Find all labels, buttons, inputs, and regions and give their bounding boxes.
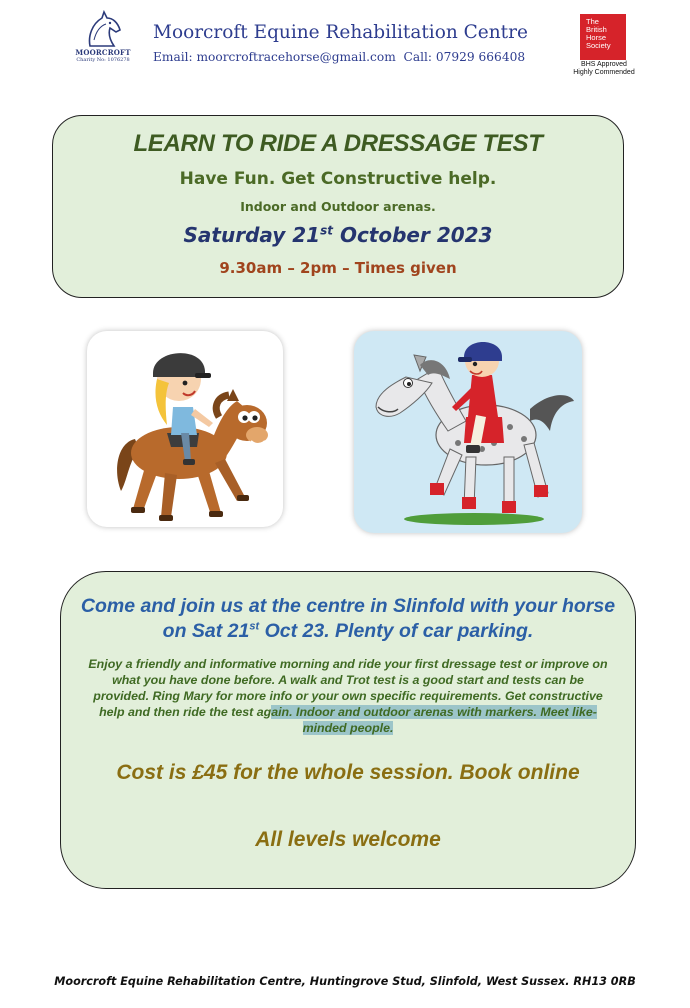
boy-on-horse-illustration bbox=[354, 331, 582, 533]
footer-address: Moorcroft Equine Rehabilitation Centre, Huntingrove Stud, Slinfold, West Sussex. RH13 0RB bbox=[54, 975, 636, 988]
girl-on-pony-illustration bbox=[87, 331, 283, 527]
details-heading-suffix: st bbox=[249, 620, 260, 633]
details-heading bbox=[79, 594, 617, 644]
details-body-text: Enjoy a friendly and informative morning and ride your first dressage test or improve on what you have done before. A walk and Trot test is a good start and tests can be provided. Ring Mary for more info or your own specific requirements. Get constructive help and then ride the test ag bbox=[88, 657, 608, 719]
details-body-highlight: ain. Indoor and outdoor arenas with markers. Meet like-minded people. bbox=[271, 705, 597, 735]
logo-name-text: MOORCROFT bbox=[75, 48, 131, 57]
event-subtitle: Have Fun. Get Constructive help. bbox=[179, 169, 497, 189]
cost-text: Cost is £45 for the whole session. Book online bbox=[116, 761, 580, 784]
details-heading-part2: Oct 23. Plenty of car parking. bbox=[259, 620, 534, 642]
bhs-logo bbox=[580, 14, 626, 60]
event-arenas: Indoor and Outdoor arenas. bbox=[240, 199, 436, 214]
event-summary-box bbox=[52, 115, 624, 298]
boy-on-horse-icon bbox=[354, 331, 582, 533]
logo-charity-number: Charity No: 1076278 bbox=[76, 57, 130, 63]
bhs-commended-text: Highly Commended bbox=[573, 69, 635, 76]
bhs-logo-line: British bbox=[586, 25, 607, 34]
event-date bbox=[53, 223, 623, 247]
bhs-logo-line: Horse bbox=[586, 33, 607, 42]
organisation-title: Moorcroft Equine Rehabilitation Centre bbox=[153, 22, 528, 43]
horse-head-logo-icon bbox=[80, 10, 126, 50]
details-heading-part1: Come and join us at the centre in Slinfold with your horse on Sat 21 bbox=[80, 595, 616, 642]
details-body bbox=[85, 656, 611, 736]
event-date-rest: October 2023 bbox=[332, 223, 493, 247]
event-date-suffix: st bbox=[320, 223, 333, 238]
levels-text: All levels welcome bbox=[255, 828, 441, 851]
moorcroft-logo bbox=[72, 10, 134, 66]
event-title: LEARN TO RIDE A DRESSAGE TEST bbox=[133, 130, 543, 157]
contact-line bbox=[153, 50, 525, 64]
girl-on-pony-icon bbox=[87, 331, 283, 527]
email-link[interactable]: moorcroftracehorse@gmail.com bbox=[196, 50, 396, 64]
email-label: Email: bbox=[153, 50, 197, 64]
call-label: Call: bbox=[403, 50, 436, 64]
event-details-box bbox=[60, 571, 636, 889]
phone-number[interactable]: 07929 666408 bbox=[435, 50, 526, 64]
bhs-caption bbox=[564, 61, 644, 77]
bhs-logo-line: Society bbox=[586, 41, 611, 50]
bhs-approved-text: BHS Approved bbox=[581, 61, 627, 68]
event-times: 9.30am – 2pm – Times given bbox=[219, 259, 457, 277]
bhs-logo-line: The bbox=[586, 17, 599, 26]
event-date-day: Saturday 21 bbox=[183, 223, 321, 247]
